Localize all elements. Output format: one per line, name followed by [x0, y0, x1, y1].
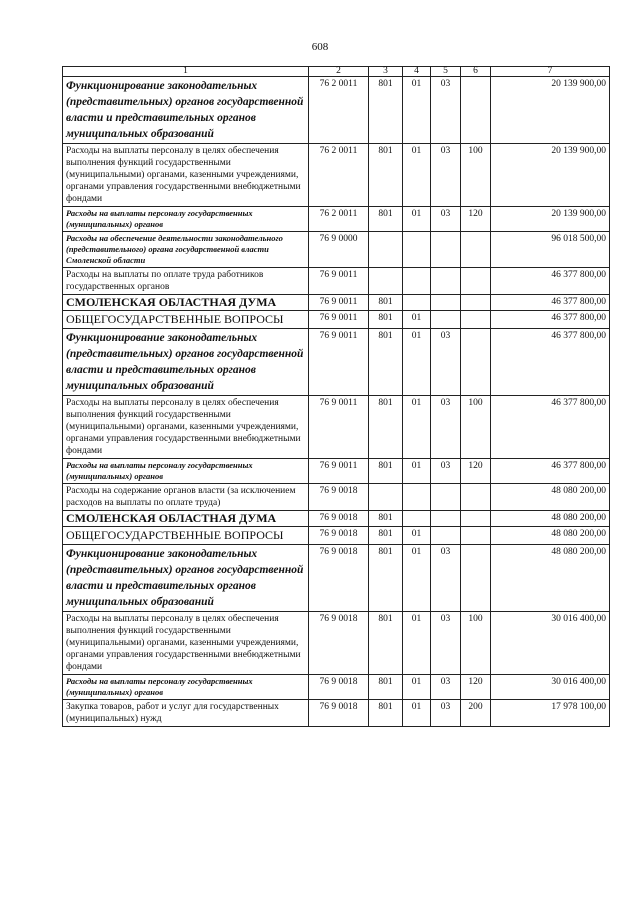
amount-cell: 17 978 100,00	[491, 700, 610, 727]
header-col-4: 4	[403, 67, 431, 77]
section-code-cell	[403, 295, 431, 311]
expense-type-code-cell: 120	[461, 675, 491, 700]
amount-cell: 20 139 900,00	[491, 77, 610, 144]
target-code-cell: 76 9 0011	[309, 295, 369, 311]
amount-cell: 46 377 800,00	[491, 295, 610, 311]
expense-type-code-cell: 120	[461, 207, 491, 232]
department-code-cell: 801	[369, 459, 403, 484]
table-row	[63, 612, 610, 675]
section-code-cell	[403, 484, 431, 511]
header-col-2: 2	[309, 67, 369, 77]
expense-type-code-cell: 100	[461, 396, 491, 459]
table-row	[63, 545, 610, 612]
section-code-cell: 01	[403, 675, 431, 700]
table-row	[63, 527, 610, 545]
subsection-code-cell: 03	[431, 700, 461, 727]
target-code-cell: 76 9 0018	[309, 545, 369, 612]
subsection-code-cell	[431, 268, 461, 295]
row-name-cell: Расходы на выплаты персоналу в целях обеспечения выполнения функций государственными (муниципальными) органами, казенными учреждениями, органами управления государственными внебюджетными фондами	[63, 612, 309, 675]
row-name-cell: Расходы на выплаты персоналу в целях обеспечения выполнения функций государственными (муниципальными) органами, казенными учреждениями, органами управления государственными внебюджетными фондами	[63, 396, 309, 459]
section-code-cell: 01	[403, 311, 431, 329]
expense-type-code-cell	[461, 77, 491, 144]
expense-type-code-cell	[461, 329, 491, 396]
expense-type-code-cell	[461, 527, 491, 545]
subsection-code-cell	[431, 527, 461, 545]
table-row	[63, 396, 610, 459]
table-row	[63, 144, 610, 207]
amount-cell: 48 080 200,00	[491, 527, 610, 545]
row-name-cell: Расходы на выплаты персоналу государственных (муниципальных) органов	[63, 459, 309, 484]
section-code-cell: 01	[403, 144, 431, 207]
subsection-code-cell: 03	[431, 675, 461, 700]
row-name-cell: Закупка товаров, работ и услуг для государственных (муниципальных) нужд	[63, 700, 309, 727]
row-name-cell: СМОЛЕНСКАЯ ОБЛАСТНАЯ ДУМА	[63, 295, 309, 311]
amount-cell: 96 018 500,00	[491, 232, 610, 268]
section-code-cell: 01	[403, 612, 431, 675]
target-code-cell: 76 2 0011	[309, 144, 369, 207]
amount-cell: 46 377 800,00	[491, 329, 610, 396]
row-name-cell: Расходы на выплаты по оплате труда работников государственных органов	[63, 268, 309, 295]
expense-type-code-cell	[461, 311, 491, 329]
expense-type-code-cell: 100	[461, 612, 491, 675]
table-row	[63, 77, 610, 144]
table-row	[63, 484, 610, 511]
row-name-cell: ОБЩЕГОСУДАРСТВЕННЫЕ ВОПРОСЫ	[63, 527, 309, 545]
table-row	[63, 295, 610, 311]
table-row	[63, 329, 610, 396]
row-name-cell: Функционирование законодательных (представительных) органов государственной власти и представительных органов муниципальных образований	[63, 545, 309, 612]
amount-cell: 48 080 200,00	[491, 545, 610, 612]
target-code-cell: 76 9 0018	[309, 511, 369, 527]
department-code-cell: 801	[369, 545, 403, 612]
target-code-cell: 76 9 0018	[309, 527, 369, 545]
expense-type-code-cell	[461, 545, 491, 612]
department-code-cell: 801	[369, 675, 403, 700]
subsection-code-cell: 03	[431, 545, 461, 612]
expense-type-code-cell	[461, 232, 491, 268]
row-name-cell: Расходы на содержание органов власти (за исключением расходов на выплаты по оплате труда)	[63, 484, 309, 511]
department-code-cell: 801	[369, 700, 403, 727]
budget-table-body	[63, 77, 610, 727]
department-code-cell: 801	[369, 295, 403, 311]
subsection-code-cell: 03	[431, 207, 461, 232]
section-code-cell: 01	[403, 77, 431, 144]
subsection-code-cell: 03	[431, 612, 461, 675]
table-row	[63, 459, 610, 484]
amount-cell: 46 377 800,00	[491, 459, 610, 484]
expense-type-code-cell: 120	[461, 459, 491, 484]
subsection-code-cell: 03	[431, 329, 461, 396]
department-code-cell: 801	[369, 612, 403, 675]
department-code-cell	[369, 484, 403, 511]
header-col-6: 6	[461, 67, 491, 77]
amount-cell: 48 080 200,00	[491, 484, 610, 511]
target-code-cell: 76 9 0011	[309, 329, 369, 396]
amount-cell: 46 377 800,00	[491, 311, 610, 329]
amount-cell: 46 377 800,00	[491, 396, 610, 459]
row-name-cell: Функционирование законодательных (представительных) органов государственной власти и представительных органов муниципальных образований	[63, 329, 309, 396]
target-code-cell: 76 9 0018	[309, 700, 369, 727]
expense-type-code-cell	[461, 268, 491, 295]
target-code-cell: 76 9 0018	[309, 612, 369, 675]
amount-cell: 20 139 900,00	[491, 207, 610, 232]
department-code-cell	[369, 268, 403, 295]
subsection-code-cell	[431, 295, 461, 311]
row-name-cell: ОБЩЕГОСУДАРСТВЕННЫЕ ВОПРОСЫ	[63, 311, 309, 329]
section-code-cell: 01	[403, 700, 431, 727]
department-code-cell: 801	[369, 329, 403, 396]
header-row	[63, 67, 610, 77]
target-code-cell: 76 9 0018	[309, 484, 369, 511]
header-col-3: 3	[369, 67, 403, 77]
subsection-code-cell	[431, 311, 461, 329]
amount-cell: 48 080 200,00	[491, 511, 610, 527]
target-code-cell: 76 9 0000	[309, 232, 369, 268]
department-code-cell: 801	[369, 144, 403, 207]
target-code-cell: 76 9 0011	[309, 459, 369, 484]
table-row	[63, 207, 610, 232]
subsection-code-cell: 03	[431, 396, 461, 459]
amount-cell: 20 139 900,00	[491, 144, 610, 207]
table-row	[63, 700, 610, 727]
amount-cell: 30 016 400,00	[491, 612, 610, 675]
department-code-cell: 801	[369, 77, 403, 144]
subsection-code-cell: 03	[431, 77, 461, 144]
table-row	[63, 511, 610, 527]
row-name-cell: Расходы на выплаты персоналу государственных (муниципальных) органов	[63, 207, 309, 232]
target-code-cell: 76 2 0011	[309, 77, 369, 144]
amount-cell: 46 377 800,00	[491, 268, 610, 295]
expense-type-code-cell	[461, 484, 491, 511]
section-code-cell	[403, 268, 431, 295]
subsection-code-cell: 03	[431, 144, 461, 207]
header-col-5: 5	[431, 67, 461, 77]
expense-type-code-cell: 100	[461, 144, 491, 207]
subsection-code-cell	[431, 484, 461, 511]
amount-cell: 30 016 400,00	[491, 675, 610, 700]
page-number: 608	[311, 41, 329, 53]
target-code-cell: 76 2 0011	[309, 207, 369, 232]
section-code-cell: 01	[403, 207, 431, 232]
target-code-cell: 76 9 0018	[309, 675, 369, 700]
section-code-cell: 01	[403, 545, 431, 612]
section-code-cell: 01	[403, 396, 431, 459]
section-code-cell	[403, 232, 431, 268]
expense-type-code-cell	[461, 511, 491, 527]
section-code-cell	[403, 511, 431, 527]
target-code-cell: 76 9 0011	[309, 396, 369, 459]
subsection-code-cell	[431, 232, 461, 268]
table-row	[63, 268, 610, 295]
row-name-cell: Расходы на обеспечение деятельности законодательного (представительного) органа государственной власти Смоленской области	[63, 232, 309, 268]
row-name-cell: Функционирование законодательных (представительных) органов государственной власти и представительных органов муниципальных образований	[63, 77, 309, 144]
row-name-cell: Расходы на выплаты персоналу государственных (муниципальных) органов	[63, 675, 309, 700]
row-name-cell: СМОЛЕНСКАЯ ОБЛАСТНАЯ ДУМА	[63, 511, 309, 527]
section-code-cell: 01	[403, 459, 431, 484]
table-row	[63, 675, 610, 700]
expense-type-code-cell: 200	[461, 700, 491, 727]
department-code-cell: 801	[369, 311, 403, 329]
table-row	[63, 311, 610, 329]
department-code-cell: 801	[369, 207, 403, 232]
subsection-code-cell: 03	[431, 459, 461, 484]
budget-table	[62, 66, 610, 727]
expense-type-code-cell	[461, 295, 491, 311]
header-col-7: 7	[491, 67, 610, 77]
header-col-1: 1	[63, 67, 309, 77]
section-code-cell: 01	[403, 527, 431, 545]
section-code-cell: 01	[403, 329, 431, 396]
subsection-code-cell	[431, 511, 461, 527]
table-row	[63, 232, 610, 268]
department-code-cell	[369, 232, 403, 268]
target-code-cell: 76 9 0011	[309, 311, 369, 329]
row-name-cell: Расходы на выплаты персоналу в целях обеспечения выполнения функций государственными (муниципальными) органами, казенными учреждениями, органами управления государственными внебюджетными фондами	[63, 144, 309, 207]
department-code-cell: 801	[369, 511, 403, 527]
department-code-cell: 801	[369, 527, 403, 545]
target-code-cell: 76 9 0011	[309, 268, 369, 295]
department-code-cell: 801	[369, 396, 403, 459]
